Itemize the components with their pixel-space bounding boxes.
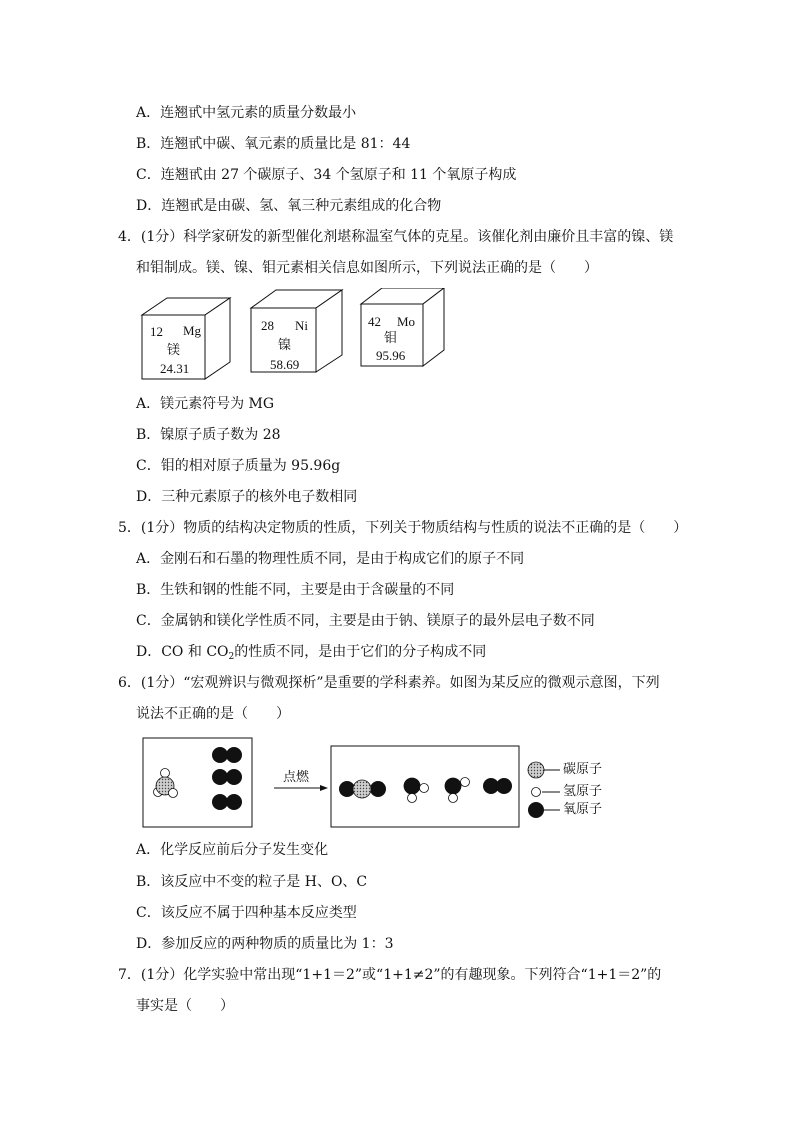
- oxygen-molecules: [212, 747, 242, 810]
- mg-atomic-number: 12: [150, 324, 163, 339]
- legend-oxygen: 氧原子: [563, 802, 603, 817]
- ni-atomic-number: 28: [261, 318, 274, 333]
- mo-mass: 95.96: [376, 348, 406, 363]
- q3-option-d: D．连翘甙是由碳、氢、氧三种元素组成的化合物: [136, 198, 442, 214]
- ni-mass: 58.69: [270, 357, 300, 372]
- q5-stem: 5．(1分）物质的结构决定物质的性质，下列关于物质结构与性质的说法不正确的是（ ）: [118, 520, 688, 536]
- legend-carbon: 碳原子: [563, 762, 603, 777]
- oxygen-atom-marker: [528, 802, 544, 818]
- q5-option-d-subscript: 2: [228, 652, 235, 662]
- q5-option-b: B．生铁和钢的性能不同，主要是由于含碳量的不同: [136, 582, 455, 598]
- arrow-head: [320, 785, 328, 791]
- q5-option-d: [136, 642, 486, 667]
- mg-mass: 24.31: [160, 361, 190, 376]
- reaction-diagram: [140, 736, 560, 830]
- q7-stem-line2: 事实是（ ）: [136, 998, 234, 1014]
- q7-stem-line1: 7．(1分）化学实验中常出现“1+1＝2”或“1+1≠2”的有趣现象。下列符合“1+1＝2”的: [118, 967, 662, 983]
- q6-option-b: B．该反应中不变的粒子是 H、O、C: [136, 874, 368, 890]
- q3-option-a: A．连翘甙中氢元素的质量分数最小: [136, 105, 357, 121]
- q6-stem-line1: 6．(1分）“宏观辨识与微观探析”是重要的学科素养。如图为某反应的微观示意图，下列: [118, 675, 660, 691]
- mo-name: 钼: [384, 330, 398, 345]
- hydrogen-atom-marker: [532, 788, 541, 797]
- q5-option-a: A．金刚石和石墨的物理性质不同，是由于构成它们的原子不同: [136, 551, 525, 567]
- legend-markers: [528, 762, 560, 818]
- q6-option-c: C．该反应不属于四种基本反应类型: [136, 905, 357, 921]
- q5-option-d-pre: D．CO 和 CO: [136, 644, 229, 660]
- mg-symbol: Mg: [183, 323, 202, 338]
- q4-stem-line1: 4．(1分）科学家研发的新型催化剂堪称温室气体的克星。该催化剂由廉价且丰富的镍、镁: [118, 229, 674, 245]
- q4-option-b: B．镍原子质子数为 28: [136, 427, 281, 443]
- carbon-atom-marker: [528, 762, 544, 778]
- mo-symbol: Mo: [397, 314, 416, 329]
- q6-option-d: D．参加反应的两种物质的质量比为 1：3: [136, 936, 394, 952]
- q4-option-d: D．三种元素原子的核外电子数相同: [136, 489, 358, 505]
- co2-molecule: [339, 780, 386, 798]
- mg-name: 镁: [167, 342, 181, 357]
- ni-name: 镍: [278, 337, 292, 352]
- legend-hydrogen: 氢原子: [563, 784, 603, 799]
- q6-stem-line2: 说法不正确的是（ ）: [136, 706, 290, 722]
- q4-option-a: A．镁元素符号为 MG: [136, 396, 275, 412]
- q3-option-b: B．连翘甙中碳、氧元素的质量比是 81：44: [136, 136, 411, 152]
- q5-option-c: C．金属钠和镁化学性质不同，主要是由于钠、镁原子的最外层电子数不同: [136, 613, 595, 629]
- ignition-label: 点燃: [283, 770, 310, 785]
- q4-stem-line2: 和钼制成。镁、镍、钼元素相关信息如图所示，下列说法正确的是（ ）: [136, 260, 598, 276]
- q3-option-c: C．连翘甙由 27 个碳原子、34 个氢原子和 11 个氧原子构成: [136, 167, 517, 183]
- ni-symbol: Ni: [295, 318, 308, 333]
- q4-option-c: C．钼的相对原子质量为 95.96g: [136, 458, 341, 474]
- mo-atomic-number: 42: [368, 314, 381, 329]
- q5-option-d-post: 的性质不同，是由于它们的分子构成不同: [234, 644, 487, 660]
- q6-option-a: A．化学反应前后分子发生变化: [136, 842, 329, 858]
